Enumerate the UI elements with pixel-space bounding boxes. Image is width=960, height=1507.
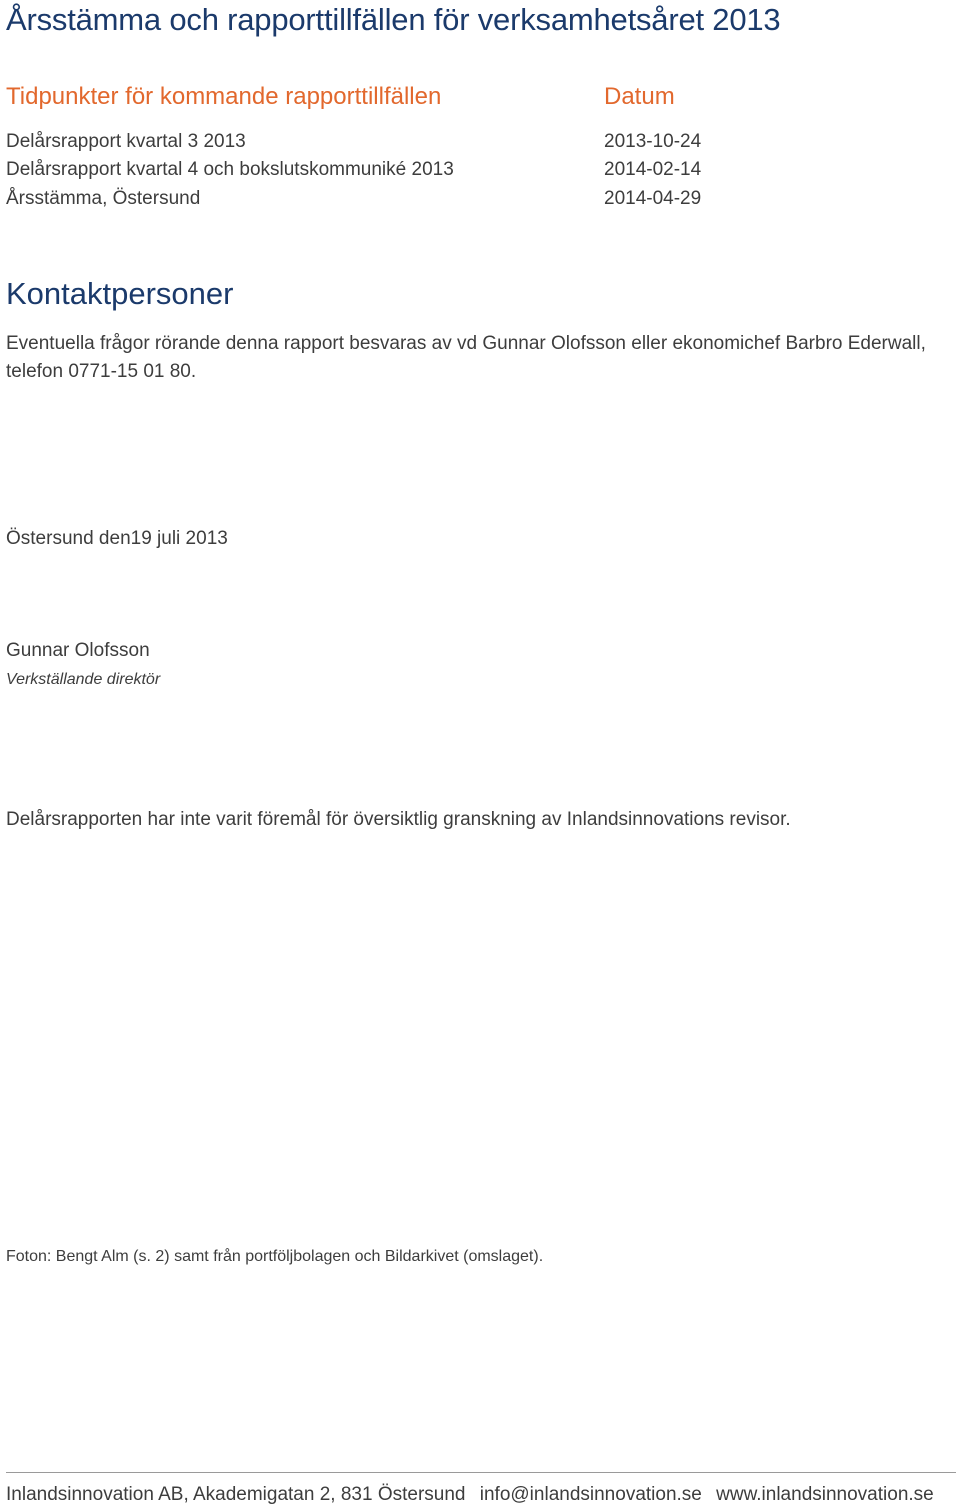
footer-website[interactable]: www.inlandsinnovation.se (716, 1484, 934, 1505)
schedule-row (0, 131, 960, 157)
schedule-row-label: Årsstämma, Östersund (6, 188, 201, 209)
schedule-row-date: 2013-10-24 (604, 131, 702, 152)
place-date: Östersund den19 juli 2013 (6, 528, 228, 549)
review-statement: Delårsrapporten har inte varit föremål för översiktlig granskning av Inlandsinnovations revisor. (6, 809, 791, 830)
schedule-row-label: Delårsrapport kvartal 4 och bokslutskommuniké 2013 (6, 159, 454, 180)
schedule-row-label: Delårsrapport kvartal 3 2013 (6, 131, 246, 152)
schedule-row (0, 159, 960, 185)
signatory-name: Gunnar Olofsson (6, 640, 150, 661)
schedule-heading-event: Tidpunkter för kommande rapporttillfällen (6, 83, 442, 110)
schedule-row-date: 2014-02-14 (604, 159, 702, 180)
contacts-paragraph: Eventuella frågor rörande denna rapport besvaras av vd Gunnar Olofsson eller ekonomichef Barbro Ederwall, telefon 0771-15 01 80. (6, 333, 926, 382)
signatory-role: Verkställande direktör (6, 671, 161, 688)
photo-credit: Foton: Bengt Alm (s. 2) samt från portföljbolagen och Bildarkivet (omslaget). (6, 1248, 544, 1265)
contacts-heading: Kontaktpersoner (6, 276, 234, 311)
schedule-row (0, 188, 960, 214)
footer-email[interactable]: info@inlandsinnovation.se (479, 1484, 702, 1505)
footer-address: Inlandsinnovation AB, Akademigatan 2, 831 Östersund (6, 1484, 466, 1505)
footer-divider (6, 1472, 956, 1473)
schedule-row-date: 2014-04-29 (604, 188, 702, 209)
page-title: Årsstämma och rapporttillfällen för verksamhetsåret 2013 (6, 2, 781, 37)
schedule-heading-date: Datum (604, 83, 675, 110)
footer (6, 1484, 943, 1506)
